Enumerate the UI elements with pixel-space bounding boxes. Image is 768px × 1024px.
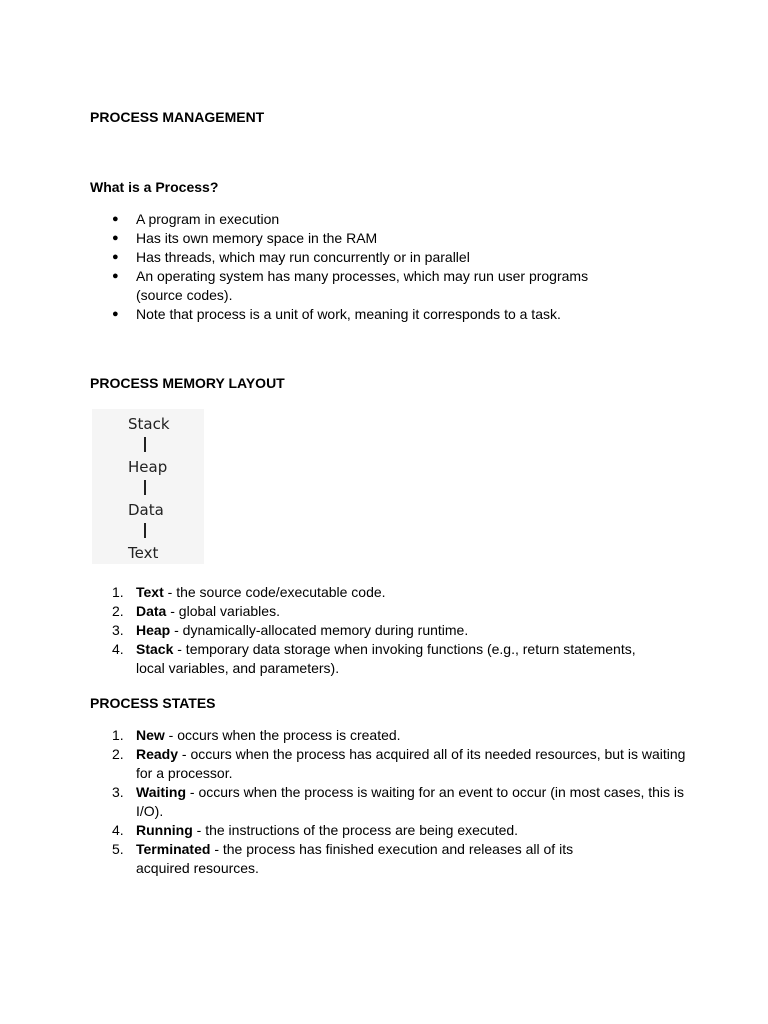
bullet-marker: ● bbox=[112, 232, 119, 244]
list-number: 5. bbox=[112, 841, 124, 857]
list-desc: - dynamically-allocated memory during runtime. bbox=[170, 622, 469, 638]
list-number: 2. bbox=[112, 603, 124, 619]
list-item bbox=[90, 305, 690, 324]
diagram-node-text: Text bbox=[128, 544, 159, 562]
list-term: Stack bbox=[136, 641, 174, 657]
list-item-text: Has its own memory space in the RAM bbox=[136, 230, 378, 246]
list-desc: - temporary data storage when invoking functions (e.g., return statements, local variables, and parameters). bbox=[136, 641, 636, 676]
bullet-marker: ● bbox=[112, 251, 119, 263]
list-number: 3. bbox=[112, 784, 124, 800]
list-number: 4. bbox=[112, 641, 124, 657]
diagram-connector bbox=[144, 480, 146, 495]
list-desc: - occurs when the process is created. bbox=[164, 727, 401, 743]
list-item bbox=[90, 840, 690, 878]
list-item bbox=[90, 602, 690, 621]
diagram-node-heap: Heap bbox=[128, 458, 168, 476]
list-desc: - the source code/executable code. bbox=[163, 584, 386, 600]
page-title: PROCESS MANAGEMENT bbox=[90, 109, 265, 125]
list-term: Ready bbox=[136, 746, 179, 762]
diagram-connector bbox=[144, 437, 146, 452]
section-heading-process-states: PROCESS STATES bbox=[90, 695, 216, 711]
list-item bbox=[90, 583, 690, 602]
diagram-connector bbox=[144, 523, 146, 538]
list-term: Text bbox=[136, 584, 164, 600]
process-states-list bbox=[90, 726, 690, 878]
list-desc: - occurs when the process has acquired all of its needed resources, but is waiting for a processor. bbox=[136, 746, 686, 781]
list-number: 3. bbox=[112, 622, 124, 638]
bullet-marker: ● bbox=[112, 308, 119, 320]
list-item-text: An operating system has many processes, which may run user programs (source codes). bbox=[136, 268, 589, 303]
list-number: 2. bbox=[112, 746, 124, 762]
memory-layout-diagram bbox=[92, 409, 204, 564]
list-term: New bbox=[136, 727, 165, 743]
list-item bbox=[90, 210, 690, 229]
list-item bbox=[90, 745, 690, 783]
list-term: Heap bbox=[136, 622, 171, 638]
list-term: Terminated bbox=[136, 841, 211, 857]
what-is-process-list bbox=[90, 210, 690, 324]
list-item bbox=[90, 267, 690, 305]
list-desc: - the process has finished execution and releases all of its acquired resources. bbox=[136, 841, 574, 876]
list-item bbox=[90, 640, 690, 678]
list-desc: - the instructions of the process are being executed. bbox=[192, 822, 519, 838]
diagram-node-data: Data bbox=[128, 501, 164, 519]
list-term: Running bbox=[136, 822, 193, 838]
list-item-text: Has threads, which may run concurrently or in parallel bbox=[136, 249, 470, 265]
section-heading-what-is-process: What is a Process? bbox=[90, 179, 219, 195]
list-desc: - occurs when the process is waiting for an event to occur (in most cases, this is I/O). bbox=[136, 784, 685, 819]
diagram-node-stack: Stack bbox=[128, 415, 170, 433]
list-term: Waiting bbox=[136, 784, 187, 800]
list-item-text: Note that process is a unit of work, meaning it corresponds to a task. bbox=[136, 306, 561, 322]
list-item bbox=[90, 821, 690, 840]
list-item-text: A program in execution bbox=[136, 211, 280, 227]
list-item bbox=[90, 229, 690, 248]
list-number: 4. bbox=[112, 822, 124, 838]
list-item bbox=[90, 783, 690, 821]
memory-layout-list bbox=[90, 583, 690, 678]
bullet-marker: ● bbox=[112, 213, 119, 225]
list-item bbox=[90, 621, 690, 640]
list-item bbox=[90, 726, 690, 745]
list-desc: - global variables. bbox=[166, 603, 280, 619]
list-number: 1. bbox=[112, 584, 124, 600]
section-heading-memory-layout: PROCESS MEMORY LAYOUT bbox=[90, 375, 285, 391]
list-item bbox=[90, 248, 690, 267]
list-number: 1. bbox=[112, 727, 124, 743]
bullet-marker: ● bbox=[112, 270, 119, 282]
list-term: Data bbox=[136, 603, 167, 619]
